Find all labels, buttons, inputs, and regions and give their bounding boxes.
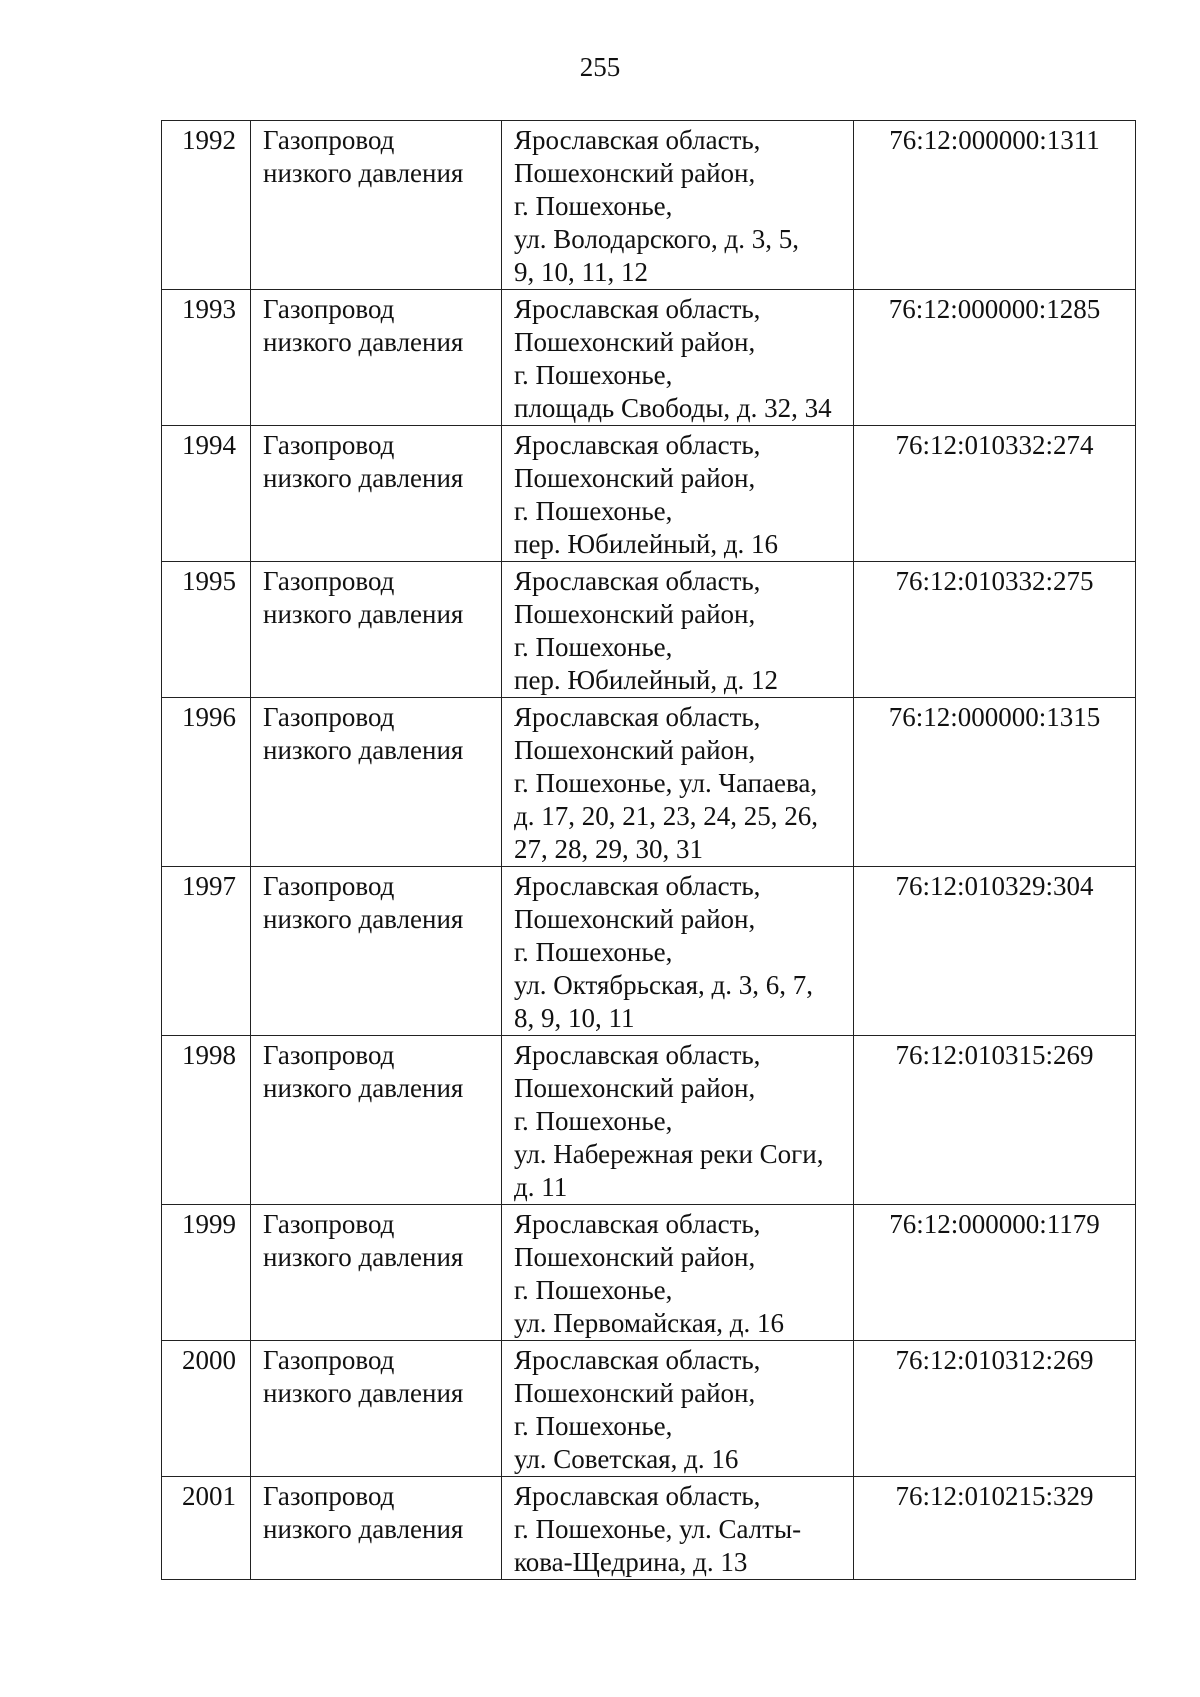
object-name-line: Газопровод bbox=[263, 566, 395, 596]
address-cell bbox=[502, 867, 854, 1036]
cadastral-number-cell: 76:12:000000:1315 bbox=[854, 698, 1136, 867]
address-line: пер. Юбилейный, д. 12 bbox=[514, 665, 779, 695]
address-line: 27, 28, 29, 30, 31 bbox=[514, 834, 703, 864]
table-row bbox=[162, 1341, 1136, 1477]
object-name-line: низкого давления bbox=[263, 158, 464, 188]
address-line: г. Пошехонье, ул. Чапаева, bbox=[514, 768, 818, 798]
cadastral-number-cell: 76:12:010312:269 bbox=[854, 1341, 1136, 1477]
object-name-cell bbox=[251, 698, 502, 867]
address-line: г. Пошехонье, bbox=[514, 191, 673, 221]
address-line: Ярославская область, bbox=[514, 125, 761, 155]
address-line: Пошехонский район, bbox=[514, 158, 756, 188]
object-name-cell bbox=[251, 290, 502, 426]
object-name-cell bbox=[251, 1341, 502, 1477]
page-number: 255 bbox=[579, 52, 621, 82]
row-number-cell: 1995 bbox=[162, 562, 251, 698]
table-row bbox=[162, 426, 1136, 562]
address-line: Ярославская область, bbox=[514, 1209, 761, 1239]
table-body bbox=[162, 121, 1136, 1580]
row-number-cell: 1997 bbox=[162, 867, 251, 1036]
property-table bbox=[161, 120, 1136, 1580]
object-name-line: Газопровод bbox=[263, 1345, 395, 1375]
address-cell bbox=[502, 1036, 854, 1205]
address-line: Ярославская область, bbox=[514, 871, 761, 901]
address-line: Ярославская область, bbox=[514, 430, 761, 460]
address-line: Пошехонский район, bbox=[514, 327, 756, 357]
address-line: д. 17, 20, 21, 23, 24, 25, 26, bbox=[514, 801, 818, 831]
object-name-line: Газопровод bbox=[263, 871, 395, 901]
address-line: Пошехонский район, bbox=[514, 463, 756, 493]
row-number-cell: 1992 bbox=[162, 121, 251, 290]
address-line: ул. Первомайская, д. 16 bbox=[514, 1308, 784, 1338]
object-name-line: низкого давления bbox=[263, 327, 464, 357]
address-line: Ярославская область, bbox=[514, 702, 761, 732]
object-name-line: низкого давления bbox=[263, 1514, 464, 1544]
cadastral-number-cell: 76:12:010215:329 bbox=[854, 1477, 1136, 1580]
object-name-line: Газопровод bbox=[263, 1209, 395, 1239]
table-row bbox=[162, 1205, 1136, 1341]
object-name-line: низкого давления bbox=[263, 904, 464, 934]
table-row bbox=[162, 562, 1136, 698]
table-row bbox=[162, 121, 1136, 290]
address-cell bbox=[502, 1341, 854, 1477]
address-line: пер. Юбилейный, д. 16 bbox=[514, 529, 779, 559]
object-name-cell bbox=[251, 1477, 502, 1580]
cadastral-number-cell: 76:12:010329:304 bbox=[854, 867, 1136, 1036]
object-name-line: Газопровод bbox=[263, 1481, 395, 1511]
address-line: площадь Свободы, д. 32, 34 bbox=[514, 393, 832, 423]
address-line: г. Пошехонье, bbox=[514, 1275, 673, 1305]
address-cell bbox=[502, 426, 854, 562]
object-name-line: низкого давления bbox=[263, 463, 464, 493]
address-line: г. Пошехонье, bbox=[514, 1411, 673, 1441]
table-row bbox=[162, 1477, 1136, 1580]
cadastral-number-cell: 76:12:010315:269 bbox=[854, 1036, 1136, 1205]
object-name-line: Газопровод bbox=[263, 125, 395, 155]
object-name-line: Газопровод bbox=[263, 1040, 395, 1070]
row-number-cell: 2000 bbox=[162, 1341, 251, 1477]
object-name-line: низкого давления bbox=[263, 1242, 464, 1272]
object-name-cell bbox=[251, 562, 502, 698]
address-line: г. Пошехонье, bbox=[514, 1106, 673, 1136]
address-line: 8, 9, 10, 11 bbox=[514, 1003, 635, 1033]
cadastral-number-cell: 76:12:000000:1285 bbox=[854, 290, 1136, 426]
address-line: кова-Щедрина, д. 13 bbox=[514, 1547, 748, 1577]
object-name-line: низкого давления bbox=[263, 735, 464, 765]
object-name-line: Газопровод bbox=[263, 702, 395, 732]
address-line: Пошехонский район, bbox=[514, 599, 756, 629]
address-line: Пошехонский район, bbox=[514, 1378, 756, 1408]
object-name-cell bbox=[251, 121, 502, 290]
object-name-cell bbox=[251, 1205, 502, 1341]
address-cell bbox=[502, 1477, 854, 1580]
object-name-line: низкого давления bbox=[263, 1378, 464, 1408]
cadastral-number-cell: 76:12:010332:275 bbox=[854, 562, 1136, 698]
object-name-line: Газопровод bbox=[263, 430, 395, 460]
table-row bbox=[162, 698, 1136, 867]
row-number-cell: 2001 bbox=[162, 1477, 251, 1580]
address-line: ул. Володарского, д. 3, 5, bbox=[514, 224, 799, 254]
address-line: Ярославская область, bbox=[514, 1040, 761, 1070]
address-line: г. Пошехонье, ул. Салты- bbox=[514, 1514, 802, 1544]
address-line: Ярославская область, bbox=[514, 1345, 761, 1375]
row-number-cell: 1998 bbox=[162, 1036, 251, 1205]
address-line: ул. Октябрьская, д. 3, 6, 7, bbox=[514, 970, 814, 1000]
cadastral-number-cell: 76:12:000000:1311 bbox=[854, 121, 1136, 290]
address-line: д. 11 bbox=[514, 1172, 568, 1202]
address-cell bbox=[502, 562, 854, 698]
address-line: Пошехонский район, bbox=[514, 735, 756, 765]
object-name-cell bbox=[251, 426, 502, 562]
address-line: г. Пошехонье, bbox=[514, 360, 673, 390]
address-line: г. Пошехонье, bbox=[514, 496, 673, 526]
object-name-line: Газопровод bbox=[263, 294, 395, 324]
address-line: Ярославская область, bbox=[514, 294, 761, 324]
address-cell bbox=[502, 1205, 854, 1341]
row-number-cell: 1994 bbox=[162, 426, 251, 562]
address-line: г. Пошехонье, bbox=[514, 632, 673, 662]
row-number-cell: 1993 bbox=[162, 290, 251, 426]
address-line: Пошехонский район, bbox=[514, 1073, 756, 1103]
address-line: Ярославская область, bbox=[514, 1481, 761, 1511]
table-row bbox=[162, 1036, 1136, 1205]
address-line: г. Пошехонье, bbox=[514, 937, 673, 967]
address-line: 9, 10, 11, 12 bbox=[514, 257, 648, 287]
address-cell bbox=[502, 121, 854, 290]
object-name-line: низкого давления bbox=[263, 1073, 464, 1103]
row-number-cell: 1996 bbox=[162, 698, 251, 867]
object-name-line: низкого давления bbox=[263, 599, 464, 629]
row-number-cell: 1999 bbox=[162, 1205, 251, 1341]
address-line: Пошехонский район, bbox=[514, 1242, 756, 1272]
address-line: Пошехонский район, bbox=[514, 904, 756, 934]
cadastral-number-cell: 76:12:010332:274 bbox=[854, 426, 1136, 562]
object-name-cell bbox=[251, 867, 502, 1036]
address-line: ул. Набережная реки Соги, bbox=[514, 1139, 824, 1169]
table-row bbox=[162, 867, 1136, 1036]
address-cell bbox=[502, 698, 854, 867]
address-cell bbox=[502, 290, 854, 426]
cadastral-number-cell: 76:12:000000:1179 bbox=[854, 1205, 1136, 1341]
address-line: Ярославская область, bbox=[514, 566, 761, 596]
object-name-cell bbox=[251, 1036, 502, 1205]
table-row bbox=[162, 290, 1136, 426]
address-line: ул. Советская, д. 16 bbox=[514, 1444, 739, 1474]
